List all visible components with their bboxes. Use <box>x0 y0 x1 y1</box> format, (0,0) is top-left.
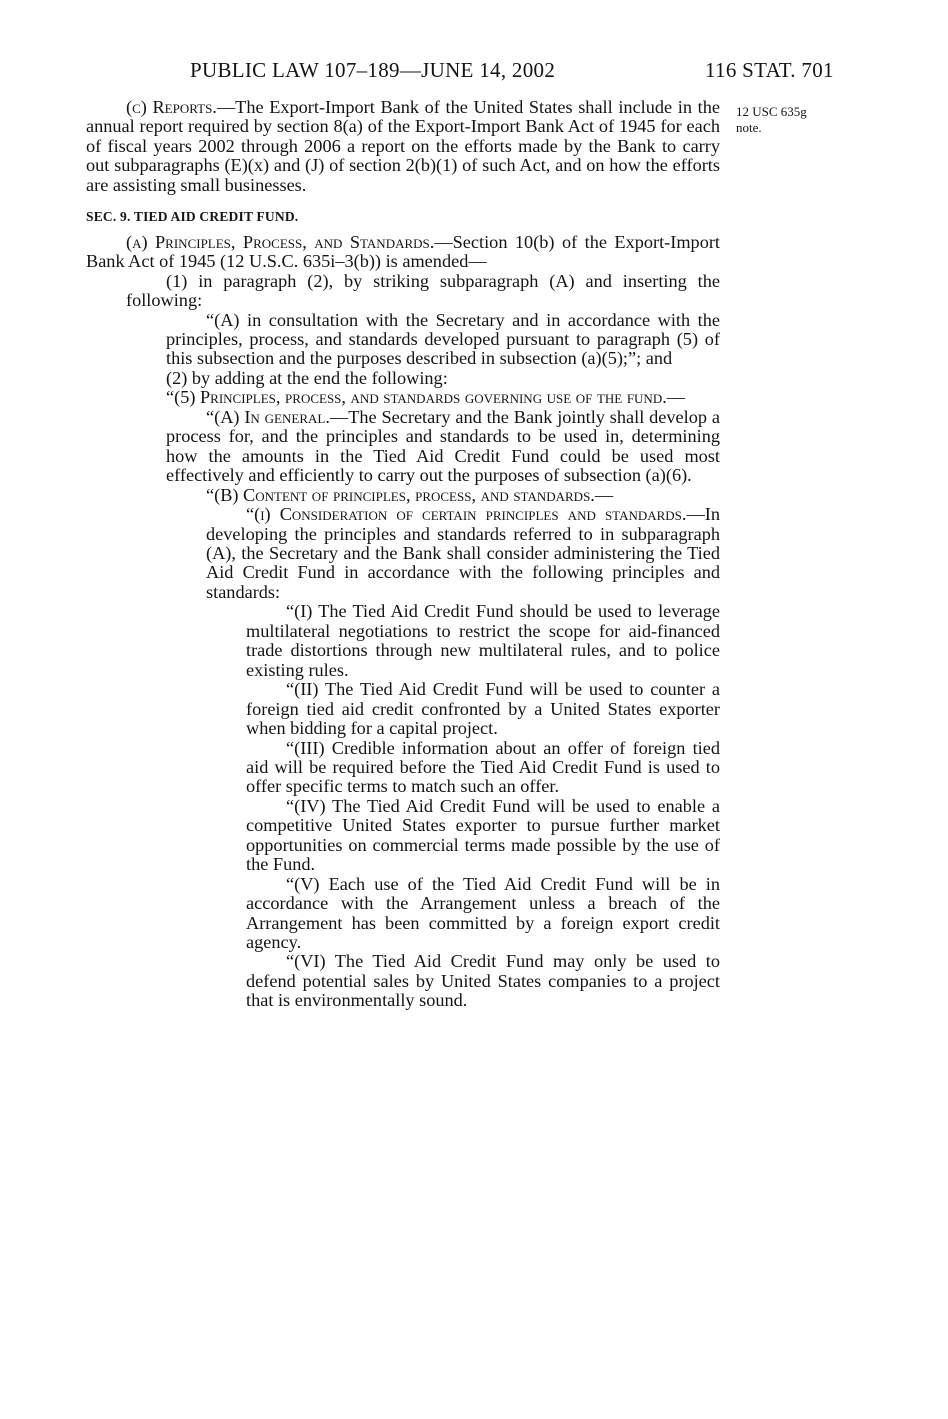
subclause-1: “(I) The Tied Aid Credit Fund should be used to leverage multilateral negotiations to restrict the scope for aid-financed trade distortions through new multilateral rules, and to police existing rules. <box>246 601 720 680</box>
subclause-2: “(II) The Tied Aid Credit Fund will be used to counter a foreign tied aid credit confronted by a United States exporter when bidding for a capital project. <box>246 679 720 739</box>
page-number: 116 STAT. 701 <box>705 58 834 82</box>
subclause-3: “(III) Credible information about an offer of foreign tied aid will be required before the Tied Aid Credit Fund is used to offer specific terms to match such an offer. <box>246 737 720 797</box>
subparagraph-a <box>166 408 720 486</box>
paragraph-5-dash: — <box>666 387 686 408</box>
subparagraph-b-dash: — <box>594 484 614 505</box>
margin-note-citation: 12 USC 635g <box>736 104 807 119</box>
paragraph-2: (2) by adding at the end the following: <box>166 367 448 388</box>
reports-text: —The Export-Import Bank of the United States shall include in the annual report required by section 8(a) of the Export-Import Bank Act of 1945 for each of fiscal years 2002 through 2006 a report on the efforts made by the Bank to carry out subparagraphs (E)(x) and (J) of section 2(b)(1) of such Act, and on how the efforts are assisting small businesses. <box>86 97 720 195</box>
subparagraph-a-label: “(A) In general. <box>206 406 330 427</box>
subclause-4: “(IV) The Tied Aid Credit Fund will be used to enable a competitive United States exporter to pursue further market opportunities on commercial terms made possible by the use of the Fund. <box>246 795 720 875</box>
clause-i-text: —In developing the principles and standards referred to in subparagraph (A), the Secretary and the Bank shall consider administering the Tied Aid Credit Fund in accordance with the following principles and standards: <box>206 504 720 602</box>
clause-i-label: “(i) Consideration of certain principles and standards. <box>246 504 687 525</box>
document-body <box>86 98 720 1011</box>
paragraph-5-heading <box>86 388 720 407</box>
reports-paragraph <box>86 98 720 195</box>
subsection-a-text: —Section 10(b) of the Export-Import Bank Act of 1945 (12 U.S.C. 635i–3(b)) is amended— <box>86 231 721 272</box>
subsection-a-label: (a) Principles, Process, and Standards. <box>126 231 435 252</box>
paragraph-1-quote: “(A) in consultation with the Secretary and in accordance with the principles, process, and standards developed pursuant to paragraph (5) of this subsection and the purposes described in subsection (a)(5);”; and <box>166 309 720 369</box>
running-header: PUBLIC LAW 107–189—JUNE 14, 2002 <box>190 58 556 82</box>
subclause-6: “(VI) The Tied Aid Credit Fund may only be used to defend potential sales by United States companies to a project that is environmentally sound. <box>246 951 720 1011</box>
paragraph-1: (1) in paragraph (2), by striking subparagraph (A) and inserting the following: <box>126 270 720 311</box>
subparagraph-b-heading <box>166 486 720 505</box>
subparagraph-a-text: —The Secretary and the Bank jointly shall develop a process for, and the principles and standards to be used in, determining how the amounts in the Tied Aid Credit Fund could be used most effectively and efficiently to carry out the purposes of subsection (a)(6). <box>166 406 720 486</box>
reports-label: (c) Reports. <box>126 97 217 117</box>
subclause-5: “(V) Each use of the Tied Aid Credit Fund will be in accordance with the Arrangement unless a breach of the Arrangement has been committed by a foreign export credit agency. <box>246 873 720 953</box>
section-heading: SEC. 9. TIED AID CREDIT FUND. <box>86 209 299 225</box>
clause-i <box>206 505 720 602</box>
paragraph-5-label: “(5) Principles, process, and standards governing use of the fund. <box>166 387 667 408</box>
margin-note <box>736 104 846 136</box>
subparagraph-b-label: “(B) Content of principles, process, and standards. <box>206 484 595 505</box>
subsection-a <box>86 233 720 272</box>
margin-note-suffix: note. <box>736 120 762 135</box>
